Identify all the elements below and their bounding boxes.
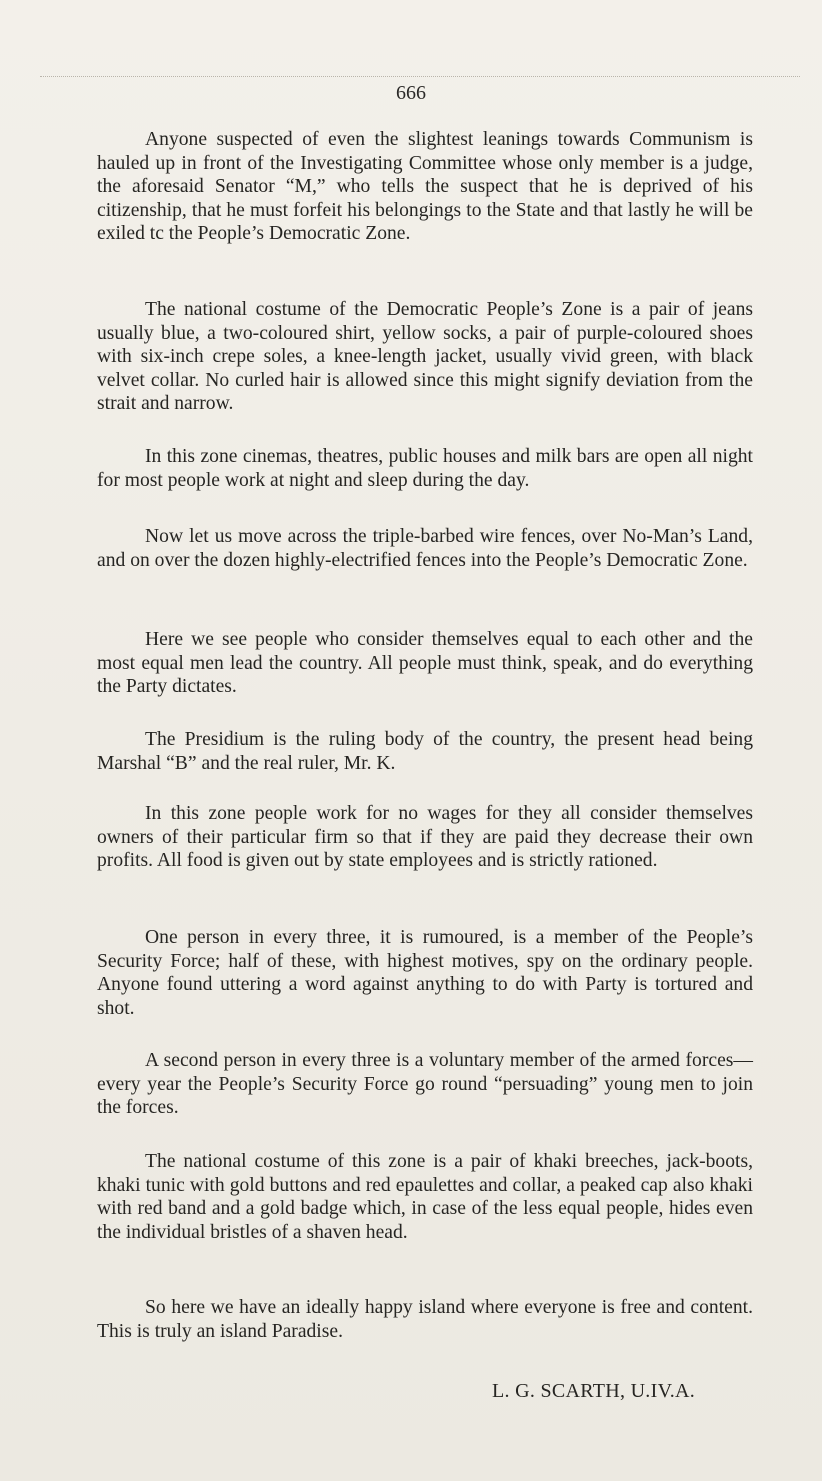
header-rule	[40, 76, 800, 77]
paragraph: In this zone people work for no wages for they all consider themselves owners of their particular firm so that if they are paid they decrease their own profits. All food is given out by state employees and is strictly rationed.	[97, 803, 753, 871]
paragraph: The Presidium is the ruling body of the country, the present head being Marshal “B” and the real ruler, Mr. K.	[97, 729, 753, 774]
paragraph: Here we see people who consider themselves equal to each other and the most equal men lead the country. All people must think, speak, and do everything the Party dictates.	[97, 629, 753, 697]
paragraph: The national costume of this zone is a pair of khaki breeches, jack-boots, khaki tunic with gold buttons and red epaulettes and collar, a peaked cap also khaki with red band and a gold badge which, in case of the less equal people, hides even the individual bristles of a shaven head.	[97, 1151, 753, 1243]
paragraph: Anyone suspected of even the slightest leanings towards Communism is hauled up in front of the Investigating Committee whose only member is a judge, the aforesaid Senator “M,” who tells the suspect that he is deprived of his citizenship, that he must forfeit his belongings to the State and that lastly he will be exiled tc the People’s Democratic Zone.	[97, 129, 753, 244]
page-number: 666	[396, 82, 426, 104]
paragraph: A second person in every three is a voluntary member of the armed forces—every year the People’s Security Force go round “persuading” young men to join the forces.	[97, 1050, 753, 1118]
paragraph: One person in every three, it is rumoured, is a member of the People’s Security Force; half of these, with highest motives, spy on the ordinary people. Anyone found uttering a word against anything to do with Party is tortured and shot.	[97, 927, 753, 1019]
paragraph: In this zone cinemas, theatres, public houses and milk bars are open all night for most people work at night and sleep during the day.	[97, 446, 753, 491]
author-signature: L. G. SCARTH, U.IV.A.	[492, 1380, 696, 1402]
paragraph: The national costume of the Democratic People’s Zone is a pair of jeans usually blue, a two-coloured shirt, yellow socks, a pair of purple-coloured shoes with six-inch crepe soles, a knee-length jacket, usually vivid green, with black velvet collar. No curled hair is allowed since this might signify deviation from the strait and narrow.	[97, 299, 753, 414]
paragraph: Now let us move across the triple-barbed wire fences, over No-Man’s Land, and on over the dozen highly-electrified fences into the People’s Democratic Zone.	[97, 526, 753, 571]
paragraph: So here we have an ideally happy island where everyone is free and content. This is truly an island Paradise.	[97, 1297, 753, 1342]
